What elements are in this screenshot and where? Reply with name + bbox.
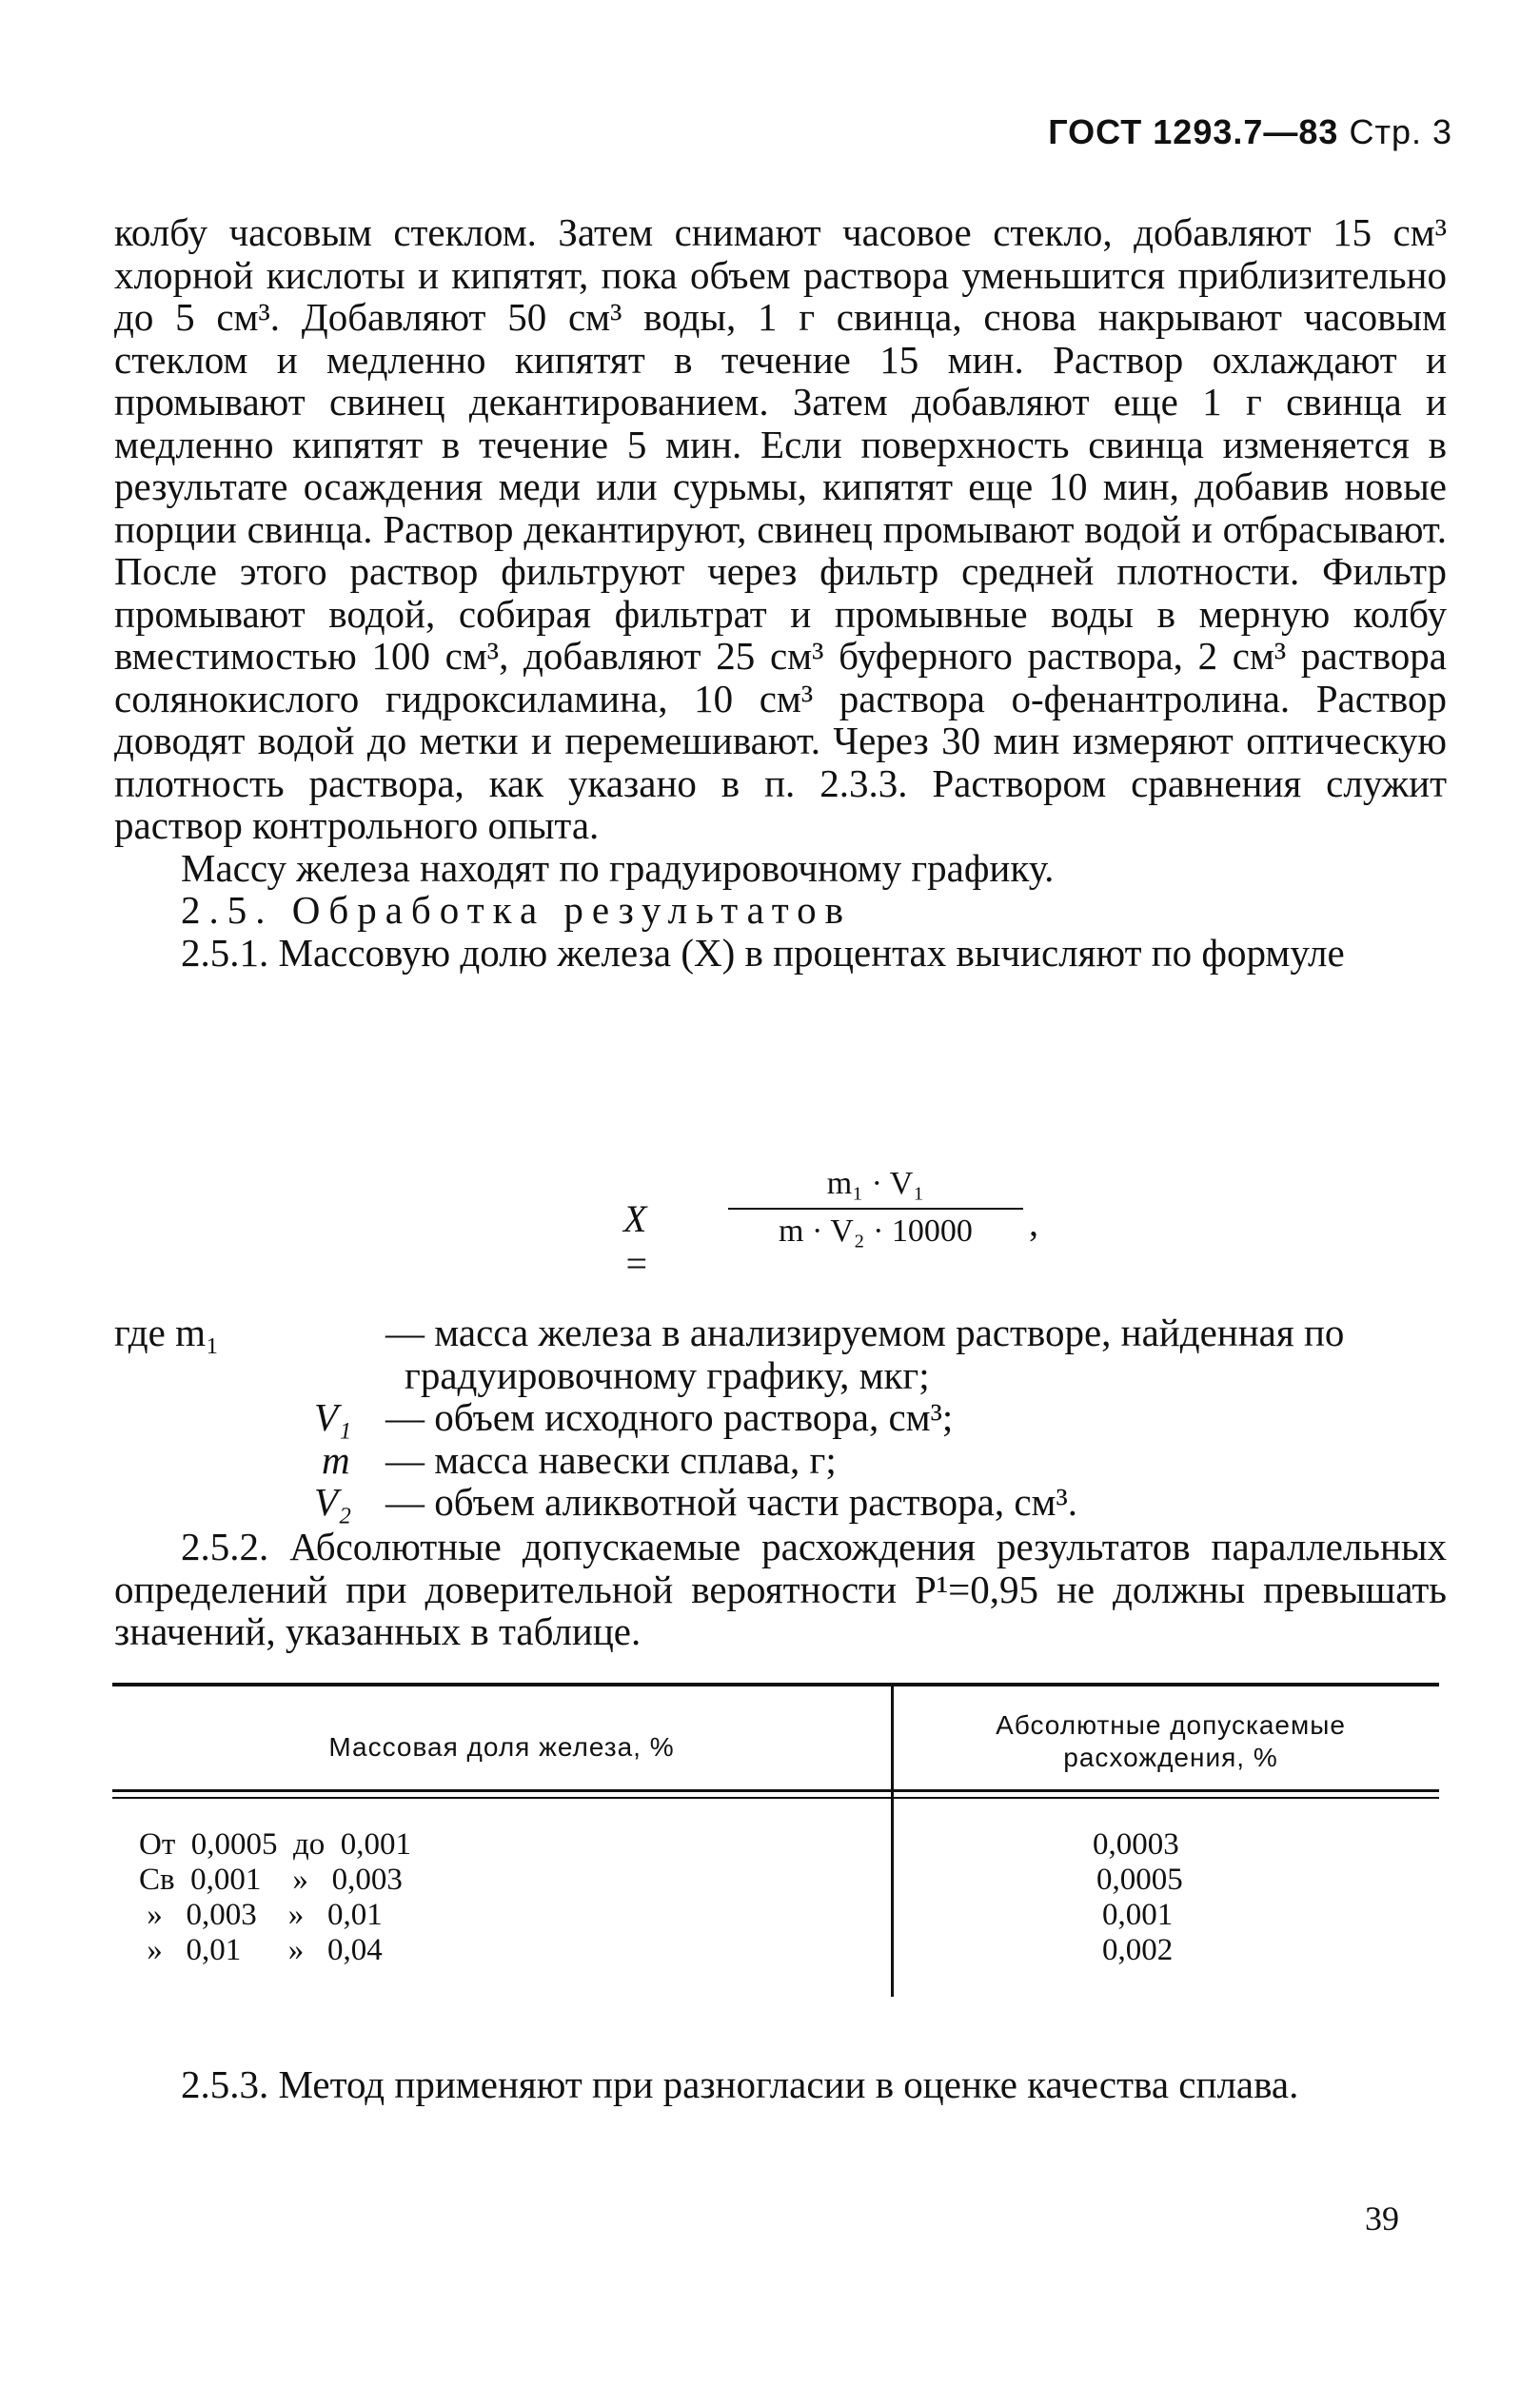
paragraph-mass-graph: Массу железа находят по градуировочному графику.: [181, 845, 1055, 890]
definition-text: градуировочному графику, мкг;: [405, 1352, 930, 1397]
definition-symbol: V₁: [314, 1395, 352, 1439]
range-cell: Св 0,001 » 0,003: [139, 1863, 403, 1897]
paragraph-252: 2.5.2. Абсолютные допускаемые расхождения результатов параллельных определений при доверительной вероятности P¹=0,95 не должны превышать значений, указанных в таблице.: [114, 1525, 1447, 1653]
value-cell: 0,001: [1102, 1898, 1174, 1932]
page-label: Стр. 3: [1349, 112, 1452, 151]
range-cell: От 0,0005 до 0,001: [139, 1827, 412, 1862]
definition-symbol: где m₁: [114, 1311, 220, 1354]
column-header-mass-fraction: Массовая доля железа, %: [328, 1732, 675, 1762]
column-header-tolerance: Абсолютные допускаемые расхождения, %: [996, 1710, 1346, 1772]
table-top-rule: [112, 1683, 1439, 1686]
value-cell: 0,0005: [1096, 1863, 1183, 1897]
formula-fraction: [728, 1166, 1023, 1250]
formula-numerator: m₁ · V₁: [728, 1166, 1023, 1210]
main-text: [114, 211, 1447, 974]
value-cell: 0,002: [1102, 1933, 1174, 1967]
definition-text: — масса железа в анализируемом растворе, найденная по: [385, 1311, 1345, 1354]
standard-number: ГОСТ 1293.7—83: [1048, 112, 1339, 151]
paragraph-253-block: [114, 2063, 1447, 2106]
section-heading-processing: 2.5. Обработка результатов: [181, 888, 853, 932]
definition-text: — объем аликвотной части раствора, см³.: [385, 1480, 1078, 1524]
value-cell: 0,0003: [1093, 1827, 1179, 1862]
table-column-divider: [891, 1683, 894, 1997]
definition-text: — масса навески сплава, г;: [385, 1437, 837, 1482]
paragraph-251: 2.5.1. Массовую долю железа (X) в процентах вычисляют по формуле: [181, 930, 1345, 975]
formula-lhs: X =: [623, 1197, 649, 1285]
page-header: [1048, 112, 1452, 152]
definition-text: — объем исходного раствора, см³;: [385, 1395, 954, 1439]
paragraph-252-block: [114, 1526, 1447, 1653]
table-row: [139, 1933, 383, 1968]
formula-comma: ,: [1029, 1201, 1038, 1244]
range-cell: » 0,003 » 0,01: [139, 1898, 383, 1932]
definition-symbol: V₂: [314, 1480, 352, 1524]
table-row: [139, 1863, 403, 1898]
formula-denominator: m · V₂ · 10000: [779, 1213, 973, 1249]
table-row: [139, 1898, 383, 1933]
table-header-rule: [112, 1789, 1439, 1792]
paragraph-253: 2.5.3. Метод применяют при разногласии в оценке качества сплава.: [181, 2062, 1299, 2106]
range-cell: » 0,01 » 0,04: [139, 1933, 383, 1967]
page-number: 39: [1365, 2199, 1399, 2238]
table-row: [139, 1827, 411, 1863]
table-header-rule-second: [112, 1797, 1439, 1799]
definition-symbol: m: [322, 1437, 350, 1482]
paragraph-procedure: колбу часовым стеклом. Затем снимают часовое стекло, добавляют 15 см³ хлорной кислоты и кипятят, пока объем раствора уменьшится приблизительно до 5 см³. Добавляют 50 см³ воды, 1 г свинца, снова накрывают часовым стеклом и медленно кипятят в течение 15 мин. Раствор охлаждают и промывают свинец декантированием. Затем добавляют еще 1 г свинца и медленно кипятят в течение 5 мин. Если поверхность свинца изменяется в результате осаждения меди или сурьмы, кипятят еще 10 мин, добавив новые порции свинца. Раствор декантируют, свинец промывают водой и отбрасывают. После этого раствор фильтруют через фильтр средней плотности. Фильтр промывают водой, собирая фильтрат и промывные воды в мерную колбу вместимостью 100 см³, добавляют 25 см³ буферного раствора, 2 см³ раствора солянокислого гидроксиламина, 10 см³ раствора о-фенантролина. Раствор доводят водой до метки и перемешивают. Через 30 мин измеряют оптическую плотность раствора, как указано в п. 2.3.3. Раствором сравнения служит раствор контрольного опыта.: [114, 210, 1447, 847]
